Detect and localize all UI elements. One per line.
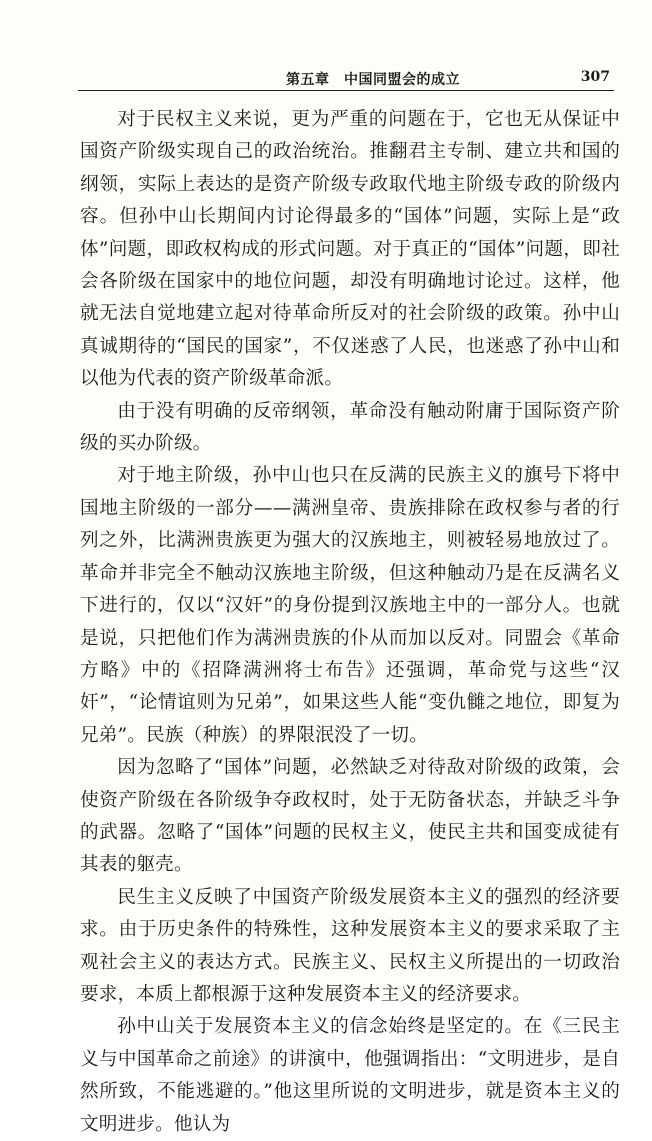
paragraph: 民生主义反映了中国资产阶级发展资本主义的强烈的经济要求。由于历史条件的特殊性，这种发展资本主义的要求采取了主观社会主义的表达方式。民族主义、民权主义所提出的一切政治要求，本质上都根源于这种发展资本主义的经济要求。: [80, 886, 620, 1005]
body-text: [80, 104, 620, 1141]
header-rule: [78, 90, 614, 91]
paragraph: 孙中山关于发展资本主义的信念始终是坚定的。在《三民主义与中国革命之前途》的讲演中，他强调指出：“文明进步，是自然所致，不能逃避的。”他这里所说的文明进步，就是资本主义的文明进步。他认为: [80, 1016, 620, 1135]
paragraph: 对于地主阶级，孙中山也只在反满的民族主义的旗号下将中国地主阶级的一部分——满洲皇帝、贵族排除在政权参与者的行列之外，比满洲贵族更为强大的汉族地主，则被轻易地放过了。革命并非完全不触动汉族地主阶级，但这种触动乃是在反满名义下进行的，仅以“汉奸”的身份提到汉族地主中的一部分人。也就是说，只把他们作为满洲贵族的仆从而加以反对。同盟会《革命方略》中的《招降满洲将士布告》还强调，革命党与这些“汉奸”，“论情谊则为兄弟”，如果这些人能“变仇雠之地位，即复为兄弟”。民族（种族）的界限泯没了一切。: [80, 465, 620, 746]
chapter-title: 第五章 中国同盟会的成立: [286, 72, 460, 88]
paragraph: 对于民权主义来说，更为严重的问题在于，它也无从保证中国资产阶级实现自己的政治统治。推翻君主专制、建立共和国的纲领，实际上表达的是资产阶级专政取代地主阶级专政的阶级内容。但孙中山长期间内讨论得最多的“国体”问题，实际上是“政体”问题，即政权构成的形式问题。对于真正的“国体”问题，即社会各阶级在国家中的地位问题，却没有明确地讨论过。这样，他就无法自觉地建立起对待革命所反对的社会阶级的政策。孙中山真诚期待的“国民的国家”，不仅迷惑了人民，也迷惑了孙中山和以他为代表的资产阶级革命派。: [80, 109, 621, 390]
paragraph: 由于没有明确的反帝纲领，革命没有触动附庸于国际资产阶级的买办阶级。: [80, 400, 620, 455]
paragraph: 因为忽略了“国体”问题，必然缺乏对待敌对阶级的政策，会使资产阶级在各阶级争夺政权时，处于无防备状态，并缺乏斗争的武器。忽略了“国体”问题的民权主义，使民主共和国变成徒有其表的躯壳。: [80, 757, 620, 876]
running-header: [78, 63, 614, 87]
page-number: 307: [580, 69, 610, 85]
